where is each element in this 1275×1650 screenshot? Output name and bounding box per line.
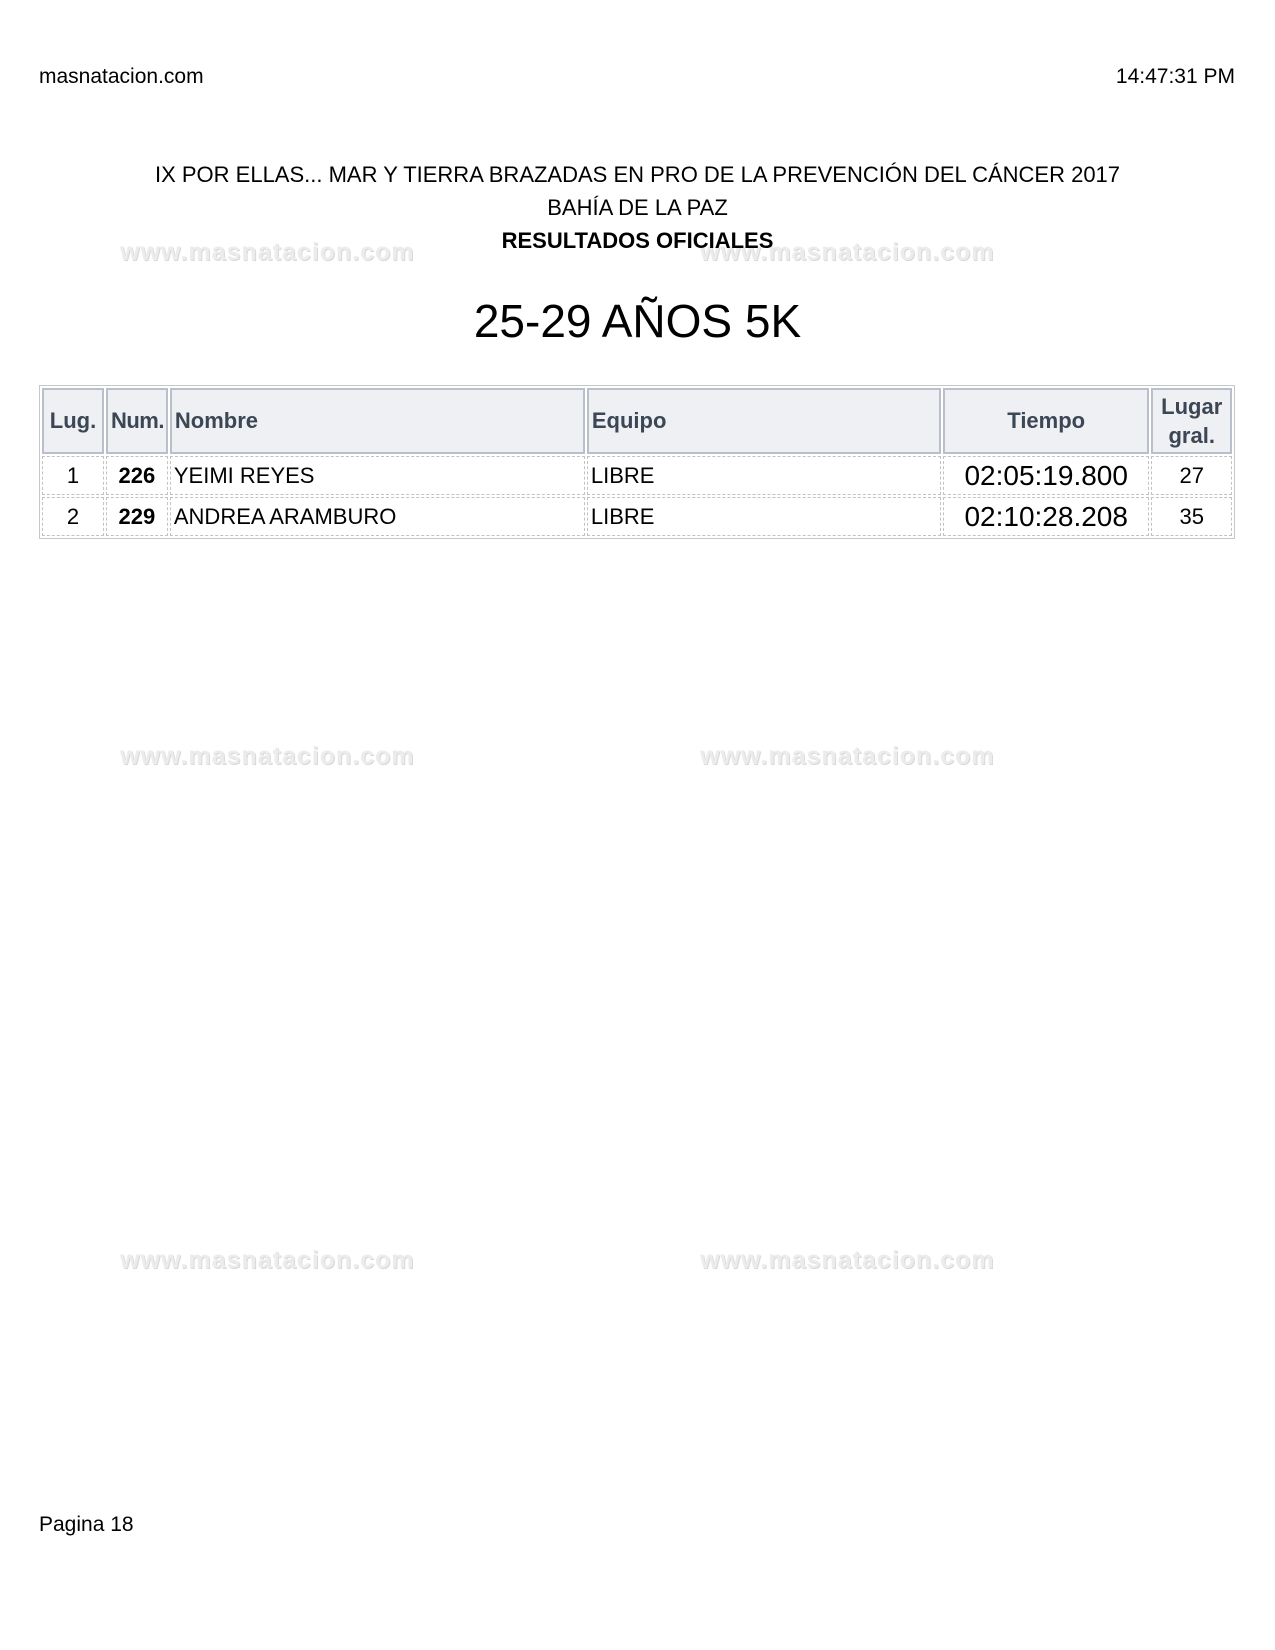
table-row bbox=[42, 456, 1232, 495]
cell-tiempo: 02:10:28.208 bbox=[943, 497, 1149, 536]
cell-tiempo: 02:05:19.800 bbox=[943, 456, 1149, 495]
watermark: www.masnatacion.com bbox=[700, 1246, 995, 1274]
page-number: Pagina 18 bbox=[39, 1513, 134, 1536]
cell-nombre: ANDREA ARAMBURO bbox=[170, 497, 585, 536]
results-table bbox=[39, 385, 1235, 539]
cell-equipo: LIBRE bbox=[587, 497, 941, 536]
header-lugar-line1: Lugar bbox=[1161, 394, 1223, 419]
event-header bbox=[0, 158, 1275, 257]
cell-lug: 2 bbox=[42, 497, 104, 536]
header-tiempo: Tiempo bbox=[943, 388, 1149, 454]
table-row bbox=[42, 497, 1232, 536]
watermark: www.masnatacion.com bbox=[700, 742, 995, 770]
header-lugar-gral bbox=[1151, 388, 1232, 454]
category-title: 25-29 AÑOS 5K bbox=[473, 295, 802, 347]
cell-nombre: YEIMI REYES bbox=[170, 456, 585, 495]
watermark: www.masnatacion.com bbox=[120, 238, 415, 266]
site-name: masnatacion.com bbox=[39, 65, 204, 88]
watermark: www.masnatacion.com bbox=[700, 238, 995, 266]
cell-lugar-gral: 27 bbox=[1151, 456, 1232, 495]
header-lug: Lug. bbox=[42, 388, 104, 454]
watermark: www.masnatacion.com bbox=[120, 742, 415, 770]
print-time: 14:47:31 PM bbox=[1115, 65, 1235, 88]
watermark: www.masnatacion.com bbox=[120, 1246, 415, 1274]
event-location: BAHÍA DE LA PAZ bbox=[547, 195, 728, 220]
cell-equipo: LIBRE bbox=[587, 456, 941, 495]
header-equipo: Equipo bbox=[587, 388, 941, 454]
cell-num: 229 bbox=[106, 497, 168, 536]
table-header-row bbox=[42, 388, 1232, 454]
header-lugar-line2: gral. bbox=[1168, 423, 1215, 448]
event-title: IX POR ELLAS... MAR Y TIERRA BRAZADAS EN PRO DE LA PREVENCIÓN DEL CÁNCER 2017 bbox=[154, 162, 1121, 187]
cell-num: 226 bbox=[106, 456, 168, 495]
cell-lugar-gral: 35 bbox=[1151, 497, 1232, 536]
results-label: RESULTADOS OFICIALES bbox=[501, 228, 774, 253]
header-nombre: Nombre bbox=[170, 388, 585, 454]
header-num: Num. bbox=[106, 388, 168, 454]
cell-lug: 1 bbox=[42, 456, 104, 495]
